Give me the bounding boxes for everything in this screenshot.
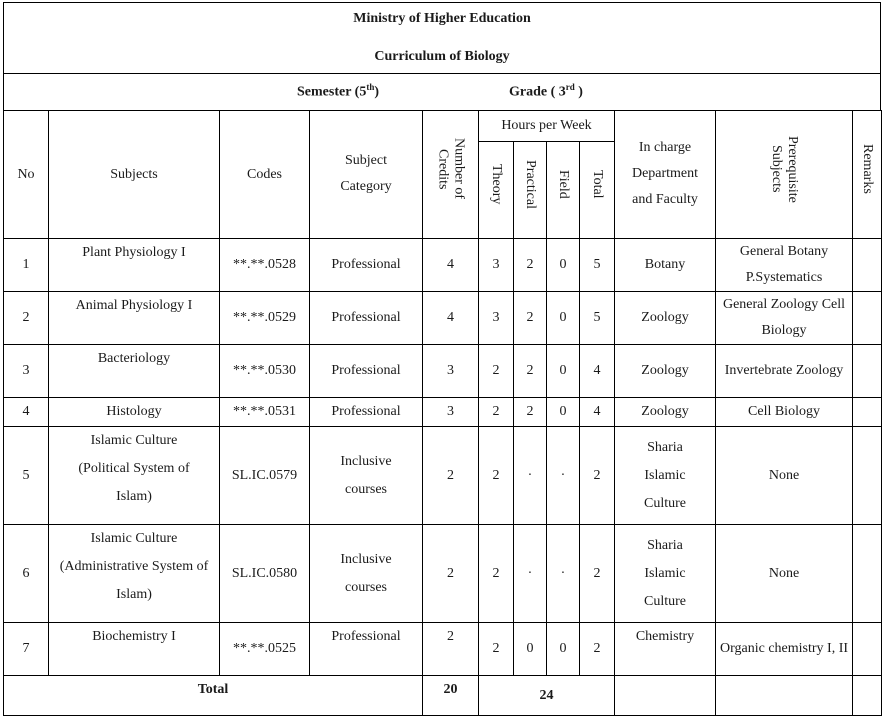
cell-subject: Biochemistry I [49,623,220,676]
cell-subject: Animal Physiology I [49,292,220,345]
cell-subject: Islamic Culture (Political System of Islam) [49,427,220,525]
cell-total: 4 [580,345,615,398]
cell-no: 4 [4,398,49,427]
cell-no: 1 [4,239,49,292]
cell-subject: Histology [49,398,220,427]
cell-practical: 2 [514,239,547,292]
table-row [4,292,882,345]
cell-prereq: General Zoology Cell Biology [716,292,853,345]
cell-prereq: Cell Biology [716,398,853,427]
cell-practical: · [514,525,547,623]
cell-code: **.**.0528 [220,239,310,292]
cell-no: 2 [4,292,49,345]
cell-category: Inclusive courses [310,427,423,525]
cell-practical: 2 [514,292,547,345]
ministry-title: Ministry of Higher Education [353,11,531,26]
cell-credits: 3 [423,398,479,427]
col-dept: In charge Department and Faculty [615,111,716,239]
total-remarks-empty [853,676,882,716]
cell-remarks [853,623,882,676]
cell-credits: 4 [423,239,479,292]
cell-theory: 2 [479,623,514,676]
cell-subject: Bacteriology [49,345,220,398]
cell-prereq: None [716,525,853,623]
table-row [4,239,882,292]
cell-field: · [547,525,580,623]
cell-code: **.**.0529 [220,292,310,345]
semester-grade-row [3,73,881,110]
col-hours-per-week: Hours per Week [479,111,615,142]
curriculum-table [3,110,882,716]
cell-credits: 2 [423,427,479,525]
cell-credits: 2 [423,525,479,623]
cell-prereq: General Botany P.Systematics [716,239,853,292]
cell-category: Professional [310,292,423,345]
total-prereq-empty [716,676,853,716]
col-subjects: Subjects [49,111,220,239]
table-row [4,398,882,427]
total-label: Total [4,676,423,716]
cell-category: Professional [310,239,423,292]
total-hours: 24 [479,676,615,716]
col-no: No [4,111,49,239]
cell-code: SL.IC.0580 [220,525,310,623]
curriculum-document [3,2,881,716]
cell-practical: 2 [514,345,547,398]
cell-total: 4 [580,398,615,427]
cell-total: 2 [580,623,615,676]
table-row [4,427,882,525]
cell-practical: 2 [514,398,547,427]
cell-theory: 2 [479,427,514,525]
cell-field: · [547,427,580,525]
cell-code: SL.IC.0579 [220,427,310,525]
cell-dept: Zoology [615,398,716,427]
cell-theory: 3 [479,292,514,345]
grade-label: Grade ( 3rd ) [509,82,583,100]
cell-remarks [853,427,882,525]
semester-label: Semester (5th) [297,82,380,100]
cell-prereq: None [716,427,853,525]
total-dept-empty [615,676,716,716]
cell-remarks [853,398,882,427]
cell-code: **.**.0530 [220,345,310,398]
cell-subject: Islamic Culture (Administrative System of Islam) [49,525,220,623]
col-credits: Number of Credits [423,111,479,239]
col-total: Total [580,142,615,239]
cell-dept: Sharia Islamic Culture [615,525,716,623]
cell-field: 0 [547,292,580,345]
col-theory: Theory [479,142,514,239]
cell-total: 5 [580,239,615,292]
cell-category: Inclusive courses [310,525,423,623]
col-remarks: Remarks [853,111,882,239]
cell-no: 6 [4,525,49,623]
curriculum-title: Curriculum of Biology [374,49,510,64]
cell-theory: 3 [479,239,514,292]
cell-theory: 2 [479,398,514,427]
col-codes: Codes [220,111,310,239]
cell-field: 0 [547,398,580,427]
cell-category: Professional [310,345,423,398]
cell-field: 0 [547,345,580,398]
cell-practical: · [514,427,547,525]
cell-category: Professional [310,623,423,676]
table-row [4,623,882,676]
col-field: Field [547,142,580,239]
cell-credits: 3 [423,345,479,398]
table-row [4,525,882,623]
cell-category: Professional [310,398,423,427]
cell-total: 2 [580,427,615,525]
total-credits: 20 [423,676,479,716]
cell-theory: 2 [479,345,514,398]
cell-prereq: Invertebrate Zoology [716,345,853,398]
cell-subject: Plant Physiology I [49,239,220,292]
cell-remarks [853,239,882,292]
cell-dept: Botany [615,239,716,292]
col-prereq: Prerequisite Subjects [716,111,853,239]
cell-total: 5 [580,292,615,345]
header-block [3,2,881,73]
cell-dept: Sharia Islamic Culture [615,427,716,525]
cell-credits: 4 [423,292,479,345]
col-practical: Practical [514,142,547,239]
header-row-1 [4,111,882,142]
cell-prereq: Organic chemistry I, II [716,623,853,676]
cell-no: 7 [4,623,49,676]
cell-practical: 0 [514,623,547,676]
cell-dept: Zoology [615,292,716,345]
cell-total: 2 [580,525,615,623]
total-row [4,676,882,716]
cell-field: 0 [547,623,580,676]
cell-theory: 2 [479,525,514,623]
cell-no: 3 [4,345,49,398]
cell-dept: Chemistry [615,623,716,676]
cell-remarks [853,292,882,345]
cell-no: 5 [4,427,49,525]
cell-remarks [853,525,882,623]
cell-code: **.**.0525 [220,623,310,676]
cell-remarks [853,345,882,398]
cell-dept: Zoology [615,345,716,398]
cell-field: 0 [547,239,580,292]
table-row [4,345,882,398]
cell-code: **.**.0531 [220,398,310,427]
col-category: Subject Category [310,111,423,239]
cell-credits: 2 [423,623,479,676]
